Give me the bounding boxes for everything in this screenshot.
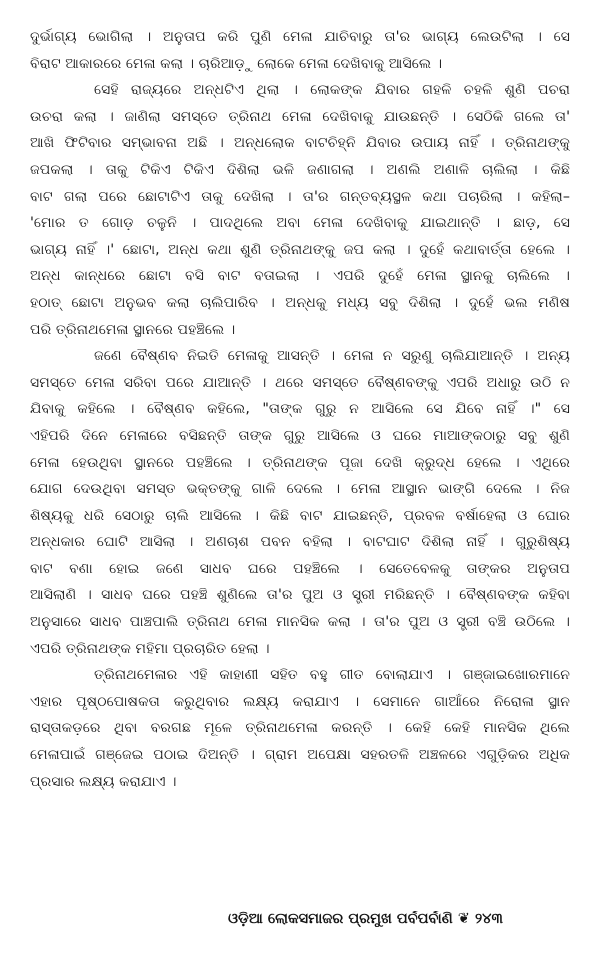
text-line: ଏହାର ପୃଷ୍ଠପୋଷକତା କରୁଥିବାର ଲକ୍ଷ୍ୟ କରାଯାଏ । ସେମାନେ ଗାଆଁରେ ନିରୋଳା ସ୍ଥାନ xyxy=(30,693,570,710)
text-line: ମେଳାପାଇଁ ଗଞ୍ଜେଇ ପଠାଇ ଦିଅନ୍ତି । ଗ୍ରାମ ଅପେକ୍ଷା ସହରତଳି ଅଞ୍ଚଳରେ ଏଗୁଡ଼ିକର ଅଧିକ xyxy=(30,747,570,764)
text-line: ଜଣେ ବୈଷ୍ଣବ ନିଇତି ମେଳାକୁ ଆସନ୍ତି । ମେଳା ନ ସରୁଣୁ ଚାଲିଯାଆନ୍ତି । ଅନ୍ୟ xyxy=(94,348,570,365)
text-line: ପରି ତ୍ରିନାଥମେଳା ସ୍ଥାନରେ ପହଞ୍ଚିଲେ । xyxy=(30,321,236,338)
running-footer xyxy=(228,911,573,927)
text-line: 'ମୋର ତ ଗୋଡ଼ ଚଳୁନି । ପାଦଥିଲେ ଅବା ମେଳା ଦେଖିବାକୁ ଯାଇଥାନ୍ତି । ଛାଡ଼, ସେ xyxy=(30,215,570,232)
paragraph xyxy=(30,77,570,343)
body-text xyxy=(30,24,570,795)
text-line: ତ୍ରିନାଥମେଳାର ଏହି କାହାଣୀ ସହିତ ବହୁ ଗୀତ ବୋଲାଯାଏ । ଗଞ୍ଜାଇଖୋରମାନେ xyxy=(94,667,570,684)
text-line: ଆସିଲାଣି । ସାଧବ ଘରେ ପହଞ୍ଚି ଶୁଣିଲେ ତା'ର ପୁଅ ଓ ସ୍ତ୍ରୀ ମରିଛନ୍ତି । ବୈଷ୍ଣବଙ୍କ କହିବା xyxy=(30,587,570,604)
text-line: ହଠାତ୍ ଛୋଟା ଅନୁଭବ କଲା ଚାଲିପାରିବ । ଅନ୍ଧକୁ ମଧ୍ୟ ସବୁ ଦିଶିଲା । ଦୁହେଁ ଭଲ ମଣିଷ xyxy=(30,294,570,311)
text-line: ଦୁର୍ଭାଗ୍ୟ ଭୋଗିଲା । ଅନୁତାପ କରି ପୁଣି ମେଳା ଯାଚିବାରୁ ତା'ର ଭାଗ୍ୟ ଲେଉଟିଲା । ସେ xyxy=(30,29,570,45)
text-line: ଜପକଲା । ତାକୁ ଟିକିଏ ଟିକିଏ ଦିଶିଲା ଭଳି ଜଣାଗଲା । ଅଣଲି ଅଣାଳି ଚାଲିଲା । କିଛି xyxy=(30,161,570,178)
text-line: ବାଟ ବଣା ହୋଇ ଜଣେ ସାଧବ ଘରେ ପହଞ୍ଚିଲେ । ସେତେବେଳକୁ ତାଙ୍କର ଅନୁତାପ xyxy=(30,560,570,577)
text-line: ରାସ୍ତାକଡ଼ରେ ଥିବା ବରଗଛ ମୂଳେ ତ୍ରିନାଥମେଳା କରନ୍ତି । କେହି କେହି ମାନସିକ ଥିଲେ xyxy=(30,720,570,737)
text-line: ବିରାଟ ଆକାରରେ ମେଳା କଲା । ଚାରିଆଡ଼ୁ ଲୋକେ ମେଳା ଦେଖିବାକୁ ଆସିଲେ । xyxy=(30,55,443,72)
paragraph xyxy=(30,24,570,77)
text-line: ସମସ୍ତେ ମେଳା ସରିବା ପରେ ଯାଆନ୍ତି । ଥରେ ସମସ୍ତେ ବୈଷ୍ଣବଙ୍କୁ ଏପରି ଅଧାରୁ ଉଠି ନ xyxy=(30,374,570,391)
text-line: ଭାଗ୍ୟ ନାହିଁ ।' ଛୋଟା, ଅନ୍ଧ କଥା ଶୁଣି ତ୍ରିନାଥଙ୍କୁ ଜପ କଲା । ଦୁହେଁ କଥାବାର୍ତ୍ତା ହେଲେ । xyxy=(30,241,570,258)
book-title: ଓଡ଼ିଆ ଲୋକସମାଜର ପ୍ରମୁଖ ପର୍ବପର୍ବାଣି xyxy=(228,911,453,927)
text-line: ଉଚରା କଲା । ଜାଣିଲା ସମସ୍ତେ ତ୍ରିନାଥ ମେଳା ଦେଖିବାକୁ ଯାଉଛନ୍ତି । ସେଠିକି ଗଲେ ତା' xyxy=(30,108,570,125)
text-line: ଯିବାକୁ କହିଲେ । ବୈଷ୍ଣବ କହିଲେ, "ତାଙ୍କ ଗୁରୁ ନ ଆସିଲେ ସେ ଯିବେ ନାହିଁ ।" ସେ xyxy=(30,401,570,418)
text-line: ସେହି ରାଜ୍ୟରେ ଅନ୍ଧଟିଏ ଥିଲା । ଲୋକଙ୍କ ଯିବାର ଗହଳି ଚହଳି ଶୁଣି ପଚରା xyxy=(94,82,570,99)
paragraph xyxy=(30,343,570,662)
text-line: ଯୋଗ ଦେଉଥିବା ସମସ୍ତ ଭକ୍ତଙ୍କୁ ଗାଳି ଦେଲେ । ମେଳା ଆସ୍ଥାନ ଭାଙ୍ଗି ଦେଲେ । ନିଜ xyxy=(30,481,570,498)
text-line: ଶିଷ୍ୟକୁ ଧରି ସେଠାରୁ ଚାଲି ଆସିଲେ । କିଛି ବାଟ ଯାଇଛନ୍ତି, ପ୍ରବଳ ବର୍ଷାହେଲା ଓ ଘୋର xyxy=(30,507,570,524)
text-line: ଆଖି ଫିଟିବାର ସମ୍ଭାବନା ଅଛି । ଅନ୍ଧଲୋକ ବାଟଚିହ୍ନି ଯିବାର ଉପାୟ ନାହିଁ । ତ୍ରିନାଥଙ୍କୁ xyxy=(30,135,570,152)
page-number: ୨୪୩ xyxy=(474,911,503,927)
text-line: ପ୍ରସାର ଲକ୍ଷ୍ୟ କରାଯାଏ । xyxy=(30,773,177,790)
text-line: ଏପରି ତ୍ରିନାଥଙ୍କ ମହିମା ପ୍ରଚାରିତ ହେଲା । xyxy=(30,640,270,657)
paragraph xyxy=(30,662,570,795)
text-line: ଅନୁସାରେ ସାଧବ ପାଞ୍ଚପାଲି ତ୍ରିନାଥ ମେଳା ମାନସିକ କଲା । ତା'ର ପୁଅ ଓ ସ୍ତ୍ରୀ ବଞ୍ଚି ଉଠିଲେ । xyxy=(30,614,570,631)
text-line: ଅନ୍ଧକାର ଘୋଟି ଆସିଲା । ଅଣଚାଶ ପବନ ବହିଲା । ବାଟଘାଟ ଦିଶିଲା ନାହିଁ । ଗୁରୁଶିଷ୍ୟ xyxy=(30,534,570,551)
text-line: ବାଟ ଗଲା ପରେ ଛୋଟାଟିଏ ତାକୁ ଦେଖିଲା । ତା'ର ଗନ୍ତବ୍ୟସ୍ଥଳ କଥା ପଚାରିଲା । କହିଲା– xyxy=(30,188,570,205)
footer-ornament-icon: ❦ xyxy=(457,911,470,927)
text-line: ଅନ୍ଧ କାନ୍ଧରେ ଛୋଟା ବସି ବାଟ ବତାଇଲା । ଏପରି ଦୁହେଁ ମେଳା ସ୍ଥାନକୁ ଚାଲିଲେ । xyxy=(30,268,570,285)
text-line: ମେଳା ହେଉଥିବା ସ୍ଥାନରେ ପହଞ୍ଚିଲେ । ତ୍ରିନାଥଙ୍କ ପୂଜା ଦେଖି କ୍ରୁଦ୍ଧ ହେଲେ । ଏଥିରେ xyxy=(30,454,570,471)
text-line: ଏହିପରି ଦିନେ ମେଳାରେ ବସିଛନ୍ତି ତାଙ୍କ ଗୁରୁ ଆସିଲେ ଓ ଘରେ ମାଆଙ୍କଠାରୁ ସବୁ ଶୁଣି xyxy=(30,427,570,444)
